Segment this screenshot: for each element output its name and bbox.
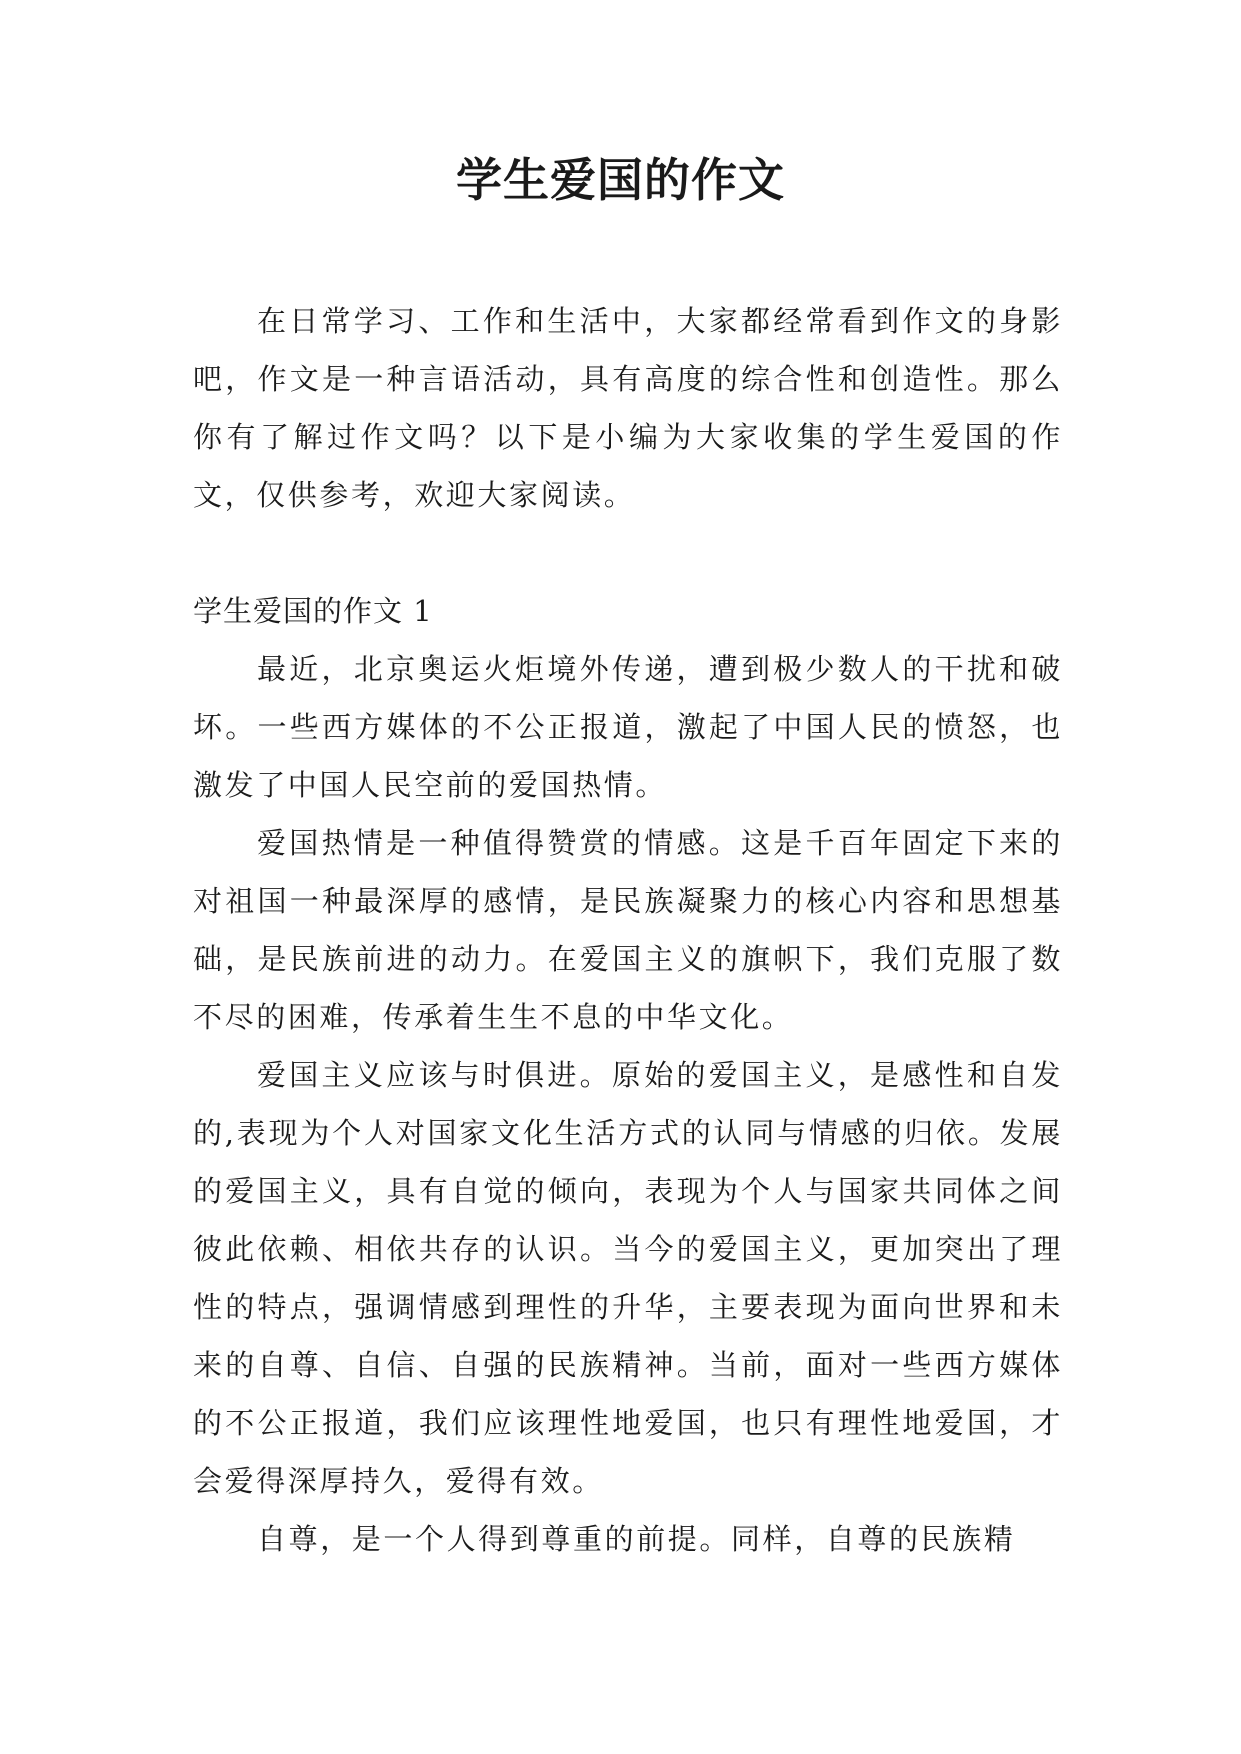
body-paragraph-1: 最近，北京奥运火炬境外传递，遭到极少数人的干扰和破坏。一些西方媒体的不公正报道，激起了中国人民的愤怒，也激发了中国人民空前的爱国热情。 bbox=[193, 652, 1063, 802]
document-title: 学生爱国的作文 bbox=[456, 153, 785, 207]
body-paragraph-2: 爱国热情是一种值得赞赏的情感。这是千百年固定下来的对祖国一种最深厚的感情，是民族凝聚力的核心内容和思想基础，是民族前进的动力。在爱国主义的旗帜下，我们克服了数不尽的困难，传承着生生不息的中华文化。 bbox=[193, 826, 1063, 1034]
intro-paragraph: 在日常学习、工作和生活中，大家都经常看到作文的身影吧，作文是一种言语活动，具有高度的综合性和创造性。那么你有了解过作文吗？以下是小编为大家收集的学生爱国的作文，仅供参考，欢迎大家阅读。 bbox=[193, 304, 1063, 512]
body-paragraph-3: 爱国主义应该与时俱进。原始的爱国主义，是感性和自发的,表现为个人对国家文化生活方式的认同与情感的归依。发展的爱国主义，具有自觉的倾向，表现为个人与国家共同体之间彼此依赖、相依共存的认识。当今的爱国主义，更加突出了理性的特点，强调情感到理性的升华，主要表现为面向世界和未来的自尊、自信、自强的民族精神。当前，面对一些西方媒体的不公正报道，我们应该理性地爱国，也只有理性地爱国，才会爱得深厚持久，爱得有效。 bbox=[193, 1058, 1063, 1498]
body-paragraph-4: 自尊，是一个人得到尊重的前提。同样，自尊的民族精 bbox=[257, 1522, 1016, 1556]
section-heading: 学生爱国的作文 1 bbox=[193, 594, 433, 628]
document-body bbox=[193, 292, 1063, 1568]
